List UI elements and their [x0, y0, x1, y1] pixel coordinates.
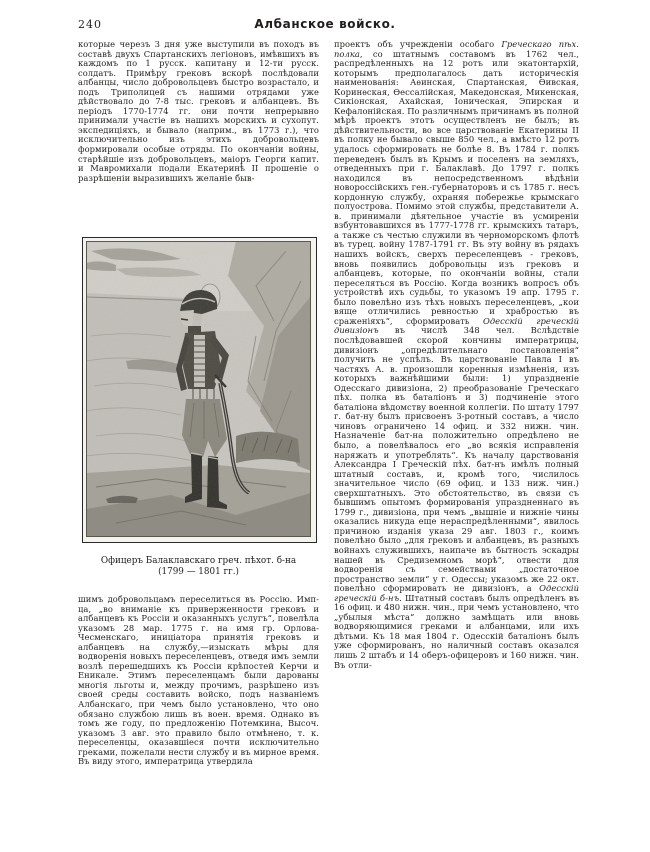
- grain-overlay: [86, 241, 311, 537]
- officer-engraving-figure: [82, 237, 317, 543]
- left-column-text-top: которые черезъ 3 дня уже выступили въ походъ въ составѣ двухъ Спартанскихъ легіоновъ, имѣвшихъ въ каждомъ по 1 русск. капитану и 12-ти русск. солдатъ. Примѣру грековъ вскорѣ послѣдовали албанцы, число добровольцевъ быстро возрастало, и подъ Триполицей съ нашими отрядами уже дѣйствовало до 7-8 тыс. грековъ и албанцевъ. Въ періодъ 1770-1774 гг. они почти непрерывно принимали участіе въ нашихъ морскихъ и сухопут. экспедиціяхъ, и бывало (наприм., въ 1773 г.), что исключительно изъ этихъ добровольцевъ формировали особые отряды. По окончаніи войны, старѣйшіе изъ добровольцевъ, маіоръ Георги капит. и Мавромихали подали Екатеринѣ II прошеніе о разрѣшеніи выразившихъ желаніе быв-: [78, 39, 319, 183]
- figure-caption-line2: (1799 — 1801 гг.): [158, 566, 239, 577]
- officer-engraving-image: [86, 241, 311, 537]
- right-column-text: проектъ объ учрежденіи особаго Греческаго пѣх. полка, со штатнымъ составомъ въ 1762 чел., распредѣленныхъ на 12 ротъ или экатонтархій, которымъ предполагалось дать историческія наименованія: Аѳинская, Спартанская, Ѳивская, Коринѳская, Ѳессалійская, Македонская, Микенская, Сикіонская, Ахайская, Іоническая, Эпирская и Кефалонійская. По различнымъ причинамъ въ полной мѣрѣ проектъ этотъ осуществленъ не былъ; въ дѣйствительности, во все царствованіе Екатерины II въ полку не бывало свыше 850 чел., а вмѣсто 12 ротъ удалось сформировать не болѣе 8. Въ 1784 г. полкъ переведенъ былъ въ Крымъ и поселенъ на земляхъ, отведенныхъ при г. Балаклавѣ. До 1797 г. полкъ находился въ непосредственномъ вѣдѣніи новороссійскихъ ген.-губернаторовъ и съ 1785 г. несъ кордонную службу, охраняя побережье крымскаго полуострова. Помимо этой службы, представители А. в. принимали дѣятельное участіе въ усмиреніи взбунтовавшихся въ 1777-1778 гг. крымскихъ татаръ, а также съ честью служили въ черноморскомъ флотѣ въ турец. войну 1787-1791 гг. Въ эту войну въ рядахъ нашихъ войскъ, сверхъ переселенцевъ - грековъ, вновь появились добровольцы изъ грековъ и албанцевъ, которые, по окончаніи войны, стали переселяться въ Россію. Когда возникъ вопросъ объ устройствѣ ихъ судьбы, то указомъ 19 апр. 1795 г. было повелѣно изъ тѣхъ новыхъ переселенцевъ, „кои вяще отличились ревностью и храбростью въ сраженіяхъ“, сформировать Одесскій греческій дивизіонъ въ числѣ 348 чел. Вслѣдствіе послѣдовавшей скорой кончины императрицы, дивизіонъ „опредѣлительнаго постановленія“ получить не успѣлъ. Въ царствованіе Павла I въ частяхъ А. в. произошли коренныя измѣненія, изъ которыхъ важнѣйшими были: 1) упраздненіе Одесскаго дивизіона, 2) преобразованіе Греческаго пѣх. полка въ баталіонъ и 3) подчиненіе этого баталіона вѣдомству военной коллегіи. По штату 1797 г. бат-ну былъ присвоенъ 3-ротный составъ, а число чиновъ ограничено 14 офиц. и 332 нижн. чин. Назначеніе бат-на положительно опредѣлено не было, а повелѣвалось его „во всякія исправленія наряжать и употреблять“. Къ началу царствованія Александра I Греческій пѣх. бат-нъ имѣлъ полный штатный составъ, и, кромѣ того, числилось значительное число (69 офиц. и 133 ниж. чин.) сверхштатныхъ. Это обстоятельство, въ связи съ бывшимъ опытомъ формированія упраздненнаго въ 1799 г., дивизіона, при чемъ „вышніе и нижніе чины оказались никуда еще нераспредѣленными“, явилось причиною изданія указа 29 авг. 1803 г., коимъ повелѣно было „для грековъ и албанцевъ, въ разныхъ войнахъ служившихъ, наипаче въ бытность эскадры нашей въ Средиземномъ морѣ“, отвести для водворенія съ семействами „достаточное пространство земли“ у г. Одессы; указомъ же 22 окт. повелѣно сформировать не дивизіонъ, а Одесскій греческій б-нъ. Штатный составъ былъ опредѣленъ въ 16 офиц. и 480 нижн. чин., при чемъ установлено, что „убылыя мѣста“ должно замѣщать или вновь водворяющимися греками и албанцами, или ихъ дѣтьми. Къ 18 мая 1804 г. Одесскій баталіонъ былъ уже сформированъ, но наличный составъ оказался лишь 2 штабъ и 14 оберъ-офицеровъ и 160 нижн. чин. Въ отли-: [334, 39, 579, 670]
- left-column-text-bottom: шимъ добровольцамъ переселиться въ Россію. Имп-ца, „во вниманіе къ приверженности грековъ и албанцевъ къ Россіи и оказанныхъ услугъ“, повелѣла указомъ 28 мар. 1775 г. на имя гр. Орлова-Чесменскаго, иниціатора принятія грековъ и албанцевъ на службу,—изыскать мѣры для водворенія новыхъ переселенцевъ, отведя имъ земли возлѣ перешедшихъ къ Россіи крѣпостей Керчи и Еникале. Этимъ переселенцамъ были дарованы многія льготы и, между прочимъ, разрѣшено изъ своей среды составить войско, подъ названіемъ Албанскаго, при чемъ было установлено, что оно обязано службою лишь въ воен. время. Однако въ томъ же году, по предложенію Потемкина, Высоч. указомъ 3 авг. это правило было отмѣнено, т. к. переселенцы, оказавшіеся почти исключительно греками, пожелали нести службу и въ мирное время. Въ виду этого, императрица утвердила: [78, 594, 319, 767]
- figure-caption-line1: Офицеръ Балаклавскаго греч. пѣхот. б-на: [100, 556, 297, 566]
- page-number: 240: [78, 18, 102, 31]
- figure-caption: [78, 556, 319, 577]
- page-title: Албанское войско.: [254, 17, 396, 31]
